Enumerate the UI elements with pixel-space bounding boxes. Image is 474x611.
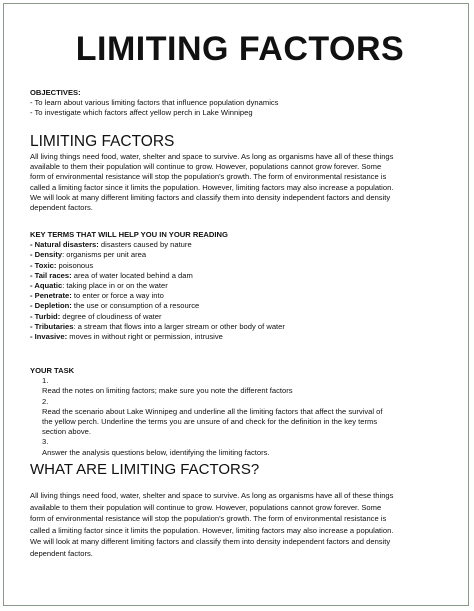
objectives-section	[30, 88, 450, 119]
limiting-factors-paragraph	[30, 152, 450, 213]
paragraph-line: called a limiting factor since it limits the population. However, limiting factors may also increase a population.	[30, 525, 394, 535]
task-line: Answer the analysis questions below, identifying the limiting factors.	[42, 447, 270, 457]
your-task-section	[30, 366, 450, 458]
task-line: the yellow perch. Underline the terms you are unsure of and check for the definition in the key terms	[42, 417, 378, 427]
paragraph-line: All living things need food, water, shelter and space to survive. As long as organisms have all of these things	[30, 491, 394, 500]
key-term-definition: the use or consumption of a resource	[71, 301, 200, 311]
key-term-row	[30, 332, 450, 342]
key-term: - Depletion:	[30, 301, 72, 311]
key-term-definition: degree of cloudiness of water	[60, 311, 162, 321]
task-line: Read the notes on limiting factors; make sure you note the different factors	[42, 386, 293, 396]
task-line: section above.	[42, 427, 91, 437]
limiting-factors-heading: LIMITING FACTORS	[30, 133, 175, 150]
key-term: - Aquatic	[30, 281, 63, 291]
paragraph-line: All living things need food, water, shelter and space to survive. As long as organisms have all of these things	[30, 152, 394, 161]
task-number: 3.	[42, 437, 49, 447]
paragraph-line: We will look at many different limiting factors and classify them into density independent factors and density	[30, 537, 391, 546]
key-term: - Natural disasters:	[30, 240, 99, 250]
task-line: Read the scenario about Lake Winnipeg and underline all the limiting factors that affect the survival of	[42, 406, 383, 416]
key-term-row	[30, 281, 450, 291]
paragraph-line: available to them their population will continue to grow. However, populations cannot grow forever. Some	[30, 162, 382, 172]
key-term-row	[30, 271, 450, 281]
key-terms-section	[30, 230, 450, 342]
paragraph-line: We will look at many different limiting factors and classify them into density independent factors and density	[30, 192, 391, 202]
objectives-heading: OBJECTIVES:	[30, 88, 81, 97]
key-term-definition: disasters caused by nature	[98, 240, 192, 250]
key-term-definition: : organisms per unit area	[62, 250, 147, 260]
key-term-definition: : taking place in or on the water	[62, 281, 168, 291]
your-task-heading: YOUR TASK	[30, 366, 75, 375]
page-title: LIMITING FACTORS	[75, 30, 405, 68]
task-item	[30, 397, 450, 438]
key-term: - Turbid:	[30, 311, 61, 321]
key-term-definition: : a stream that flows into a larger stream or other body of water	[73, 321, 285, 331]
key-term: - Penetrate:	[30, 291, 72, 301]
paragraph-line: form of environmental resistance will stop the population's growth. The form of environmental resistance is	[30, 172, 387, 182]
task-item	[30, 376, 450, 396]
key-term-definition: poisonous	[56, 260, 94, 270]
key-term-row	[30, 322, 450, 332]
paragraph-line: dependent factors.	[30, 203, 93, 213]
key-terms-heading: KEY TERMS THAT WILL HELP YOU IN YOUR READING	[30, 230, 228, 239]
key-term-definition: area of water located behind a dam	[71, 270, 193, 280]
key-term-definition: moves in without right or permission, intrusive	[67, 332, 223, 342]
objective-item: - To investigate which factors affect yellow perch in Lake Winnipeg	[30, 108, 253, 118]
task-number: 2.	[42, 396, 49, 406]
paragraph-line: called a limiting factor since it limits the population. However, limiting factors may also increase a population.	[30, 182, 394, 192]
paragraph-line: available to them their population will continue to grow. However, populations cannot grow forever. Some	[30, 502, 382, 512]
key-term-row	[30, 240, 450, 250]
key-term-row	[30, 291, 450, 301]
paragraph-line: form of environmental resistance will stop the population's growth. The form of environmental resistance is	[30, 514, 387, 523]
what-are-limiting-factors-paragraph	[30, 490, 450, 559]
key-term: - Invasive:	[30, 332, 68, 342]
paragraph-line: dependent factors.	[30, 548, 93, 558]
task-item	[30, 437, 450, 457]
key-term: - Density	[30, 250, 63, 260]
key-term-row	[30, 312, 450, 322]
key-term-row	[30, 250, 450, 260]
objective-item: - To learn about various limiting factors that influence population dynamics	[30, 98, 279, 108]
key-term-row	[30, 261, 450, 271]
key-term: - Tail races:	[30, 270, 72, 280]
what-are-limiting-factors-heading: WHAT ARE LIMITING FACTORS?	[30, 461, 260, 478]
key-term: - Tributaries	[30, 321, 74, 331]
task-number: 1.	[42, 376, 49, 386]
key-term: - Toxic:	[30, 260, 57, 270]
key-term-definition: to enter or force a way into	[71, 291, 164, 301]
key-term-row	[30, 301, 450, 311]
